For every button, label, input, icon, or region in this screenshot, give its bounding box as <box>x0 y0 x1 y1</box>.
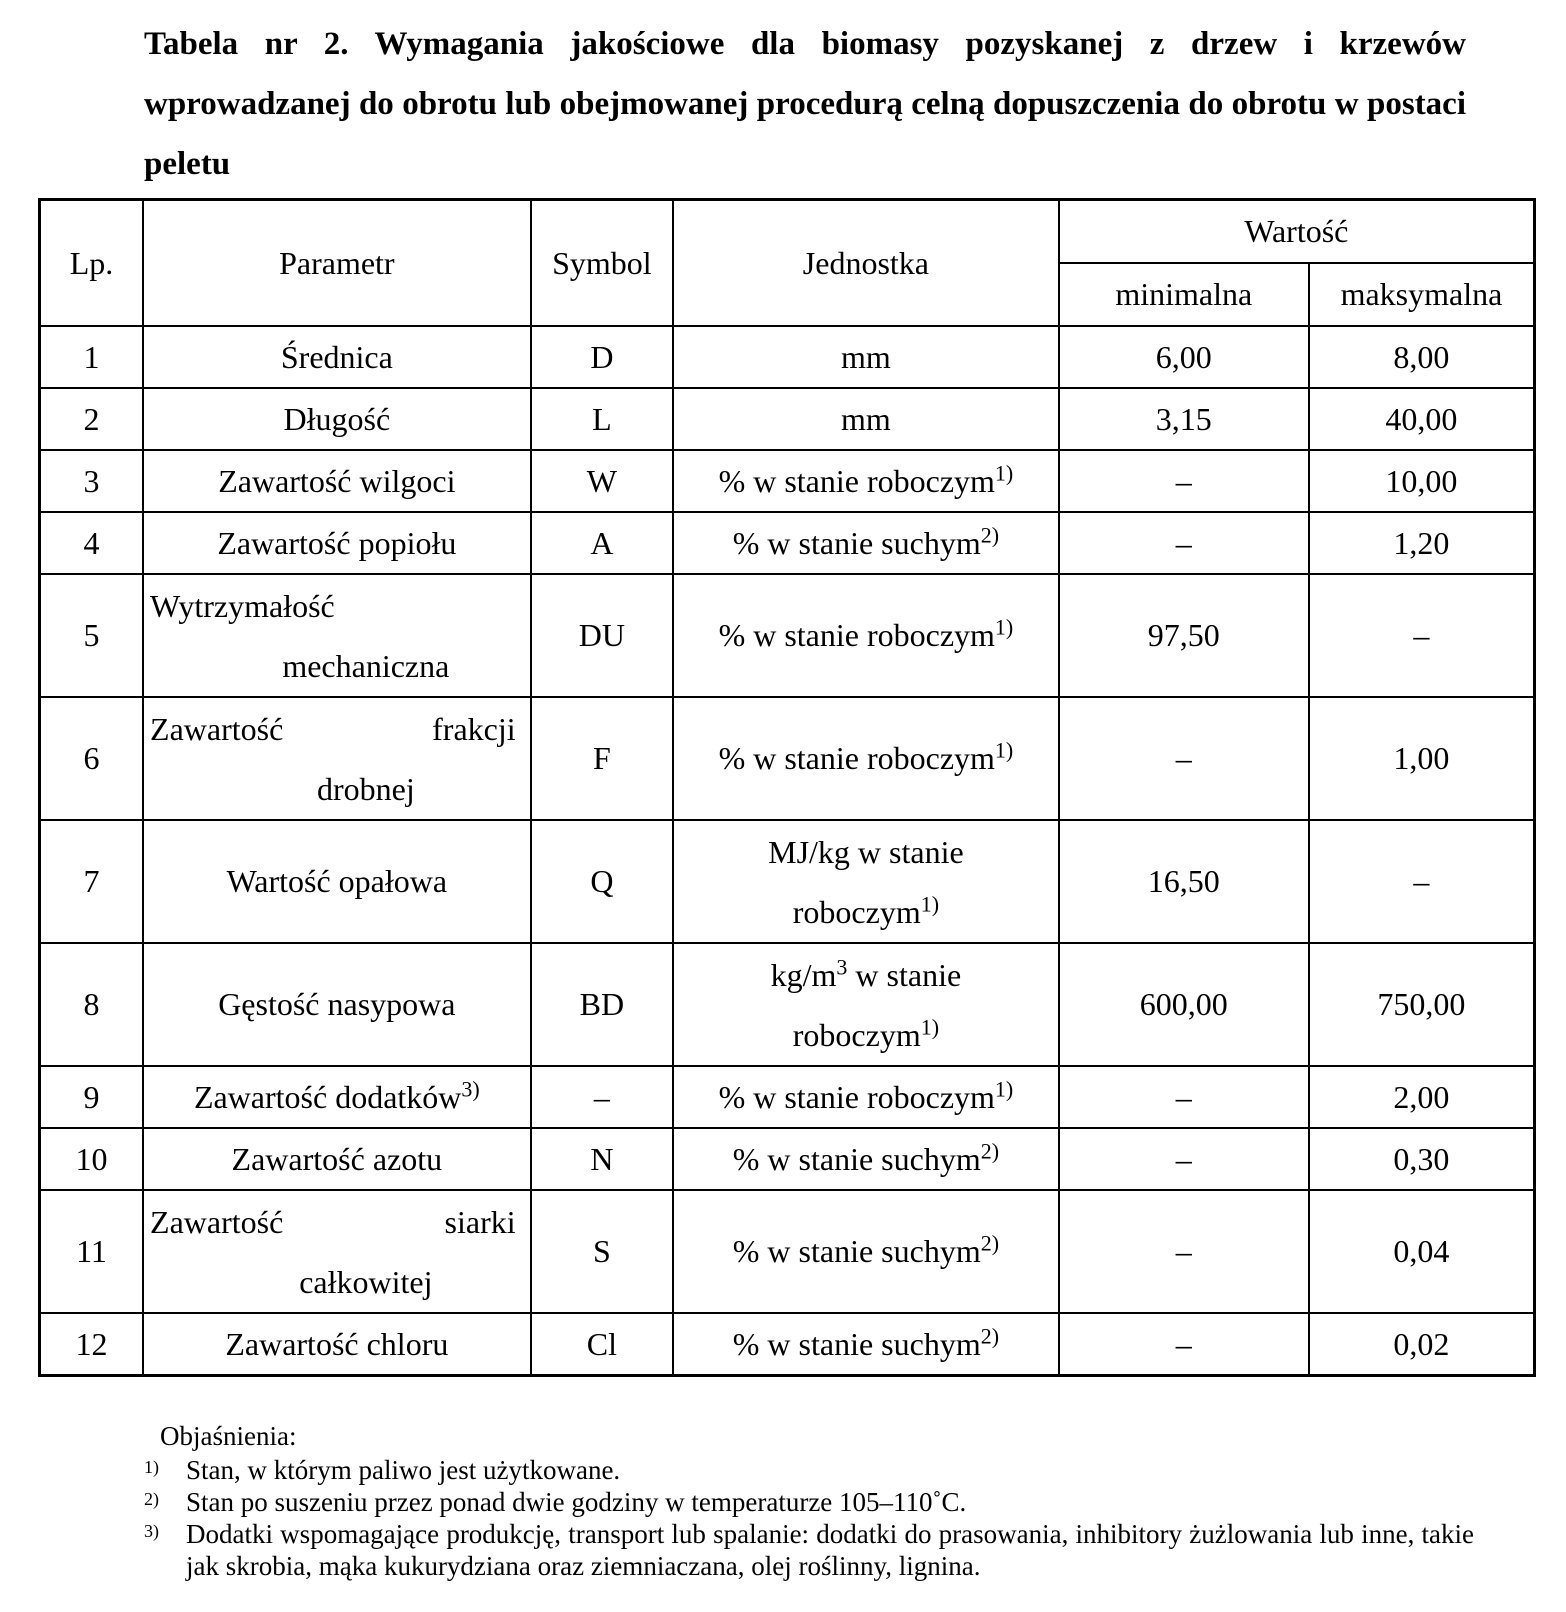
footnote-item <box>144 1486 1474 1518</box>
unit-text: MJ/kg w stanie <box>768 833 964 870</box>
cell-unit <box>673 1128 1059 1190</box>
param-text: Zawartość dodatków <box>193 1078 462 1115</box>
cell-min: – <box>1059 1066 1309 1128</box>
param-text: Wytrzymałość <box>150 587 335 624</box>
cell-param <box>143 1066 531 1128</box>
unit-text: % w stanie roboczym <box>718 740 995 776</box>
cell-min: – <box>1059 697 1309 820</box>
cell-param <box>143 574 531 697</box>
footnote-ref: 1) <box>920 1013 940 1039</box>
footnote-ref: 1) <box>994 614 1014 640</box>
cell-symbol: A <box>531 512 674 574</box>
footnote-ref: 2) <box>980 1322 1000 1348</box>
cell-param: Zawartość azotu <box>143 1128 531 1190</box>
cell-symbol: D <box>531 326 674 388</box>
header-lp: Lp. <box>40 200 144 327</box>
header-min: minimalna <box>1059 263 1309 326</box>
cell-symbol: F <box>531 697 674 820</box>
table-row <box>40 1128 1535 1190</box>
cell-max: 750,00 <box>1309 943 1535 1066</box>
table-row <box>40 450 1535 512</box>
cell-min: 600,00 <box>1059 943 1309 1066</box>
cell-param: Wartość opałowa <box>143 820 531 943</box>
cell-unit <box>673 1066 1059 1128</box>
footnotes <box>144 1420 1474 1582</box>
table-row <box>40 574 1535 697</box>
footnote-item <box>144 1518 1474 1582</box>
footnotes-heading: Objaśnienia: <box>160 1421 297 1451</box>
header-jednostka: Jednostka <box>673 200 1059 327</box>
unit-text: % w stanie roboczym <box>718 617 995 653</box>
table-row <box>40 1190 1535 1313</box>
cell-symbol: S <box>531 1190 674 1313</box>
cell-unit <box>673 820 1059 943</box>
footnote-ref: 1) <box>994 1075 1014 1101</box>
cell-min: 16,50 <box>1059 820 1309 943</box>
cell-max: 0,02 <box>1309 1313 1535 1376</box>
header-wartosc: Wartość <box>1059 200 1535 264</box>
table-row <box>40 697 1535 820</box>
unit-text: % w stanie suchym <box>732 1325 981 1362</box>
cell-min: – <box>1059 512 1309 574</box>
footnote-text: Stan, w którym paliwo jest użytkowane. <box>186 1455 621 1485</box>
cell-max: 0,04 <box>1309 1190 1535 1313</box>
cell-unit: mm <box>673 388 1059 450</box>
footnote-mark: 1) <box>144 1457 159 1477</box>
footnote-ref: 2) <box>980 521 1000 547</box>
cell-max: 1,00 <box>1309 697 1535 820</box>
cell-lp: 2 <box>40 388 144 450</box>
footnote-ref: 1) <box>994 737 1014 763</box>
footnote-ref: 3) <box>461 1075 480 1101</box>
cell-max: 40,00 <box>1309 388 1535 450</box>
header-parametr: Parametr <box>143 200 531 327</box>
param-text: frakcji <box>432 710 516 747</box>
footnote-ref: 2) <box>980 1230 1000 1256</box>
table-row <box>40 326 1535 388</box>
cell-param: Zawartość popiołu <box>143 512 531 574</box>
cell-param <box>143 697 531 820</box>
table-row <box>40 820 1535 943</box>
table-title: Tabela nr 2. Wymagania jakościowe dla biomasy pozyskanej z drzew i krzewów wprowadzanej do obrotu lub obejmowanej procedurą celną dopuszczenia do obrotu w postaci peletu <box>144 26 1466 182</box>
cell-lp: 12 <box>40 1313 144 1376</box>
cell-unit <box>673 1313 1059 1376</box>
footnote-ref: 1) <box>920 890 940 916</box>
cell-param: Zawartość wilgoci <box>143 450 531 512</box>
footnote-text: Stan po suszeniu przez ponad dwie godziny w temperaturze 105–110˚C. <box>186 1487 967 1517</box>
cell-symbol: – <box>531 1066 674 1128</box>
quality-requirements-table <box>38 198 1536 1377</box>
cell-unit <box>673 1190 1059 1313</box>
cell-lp: 3 <box>40 450 144 512</box>
param-text: mechaniczna <box>282 647 450 684</box>
footnote-ref: 1) <box>994 459 1014 485</box>
cell-max: – <box>1309 820 1535 943</box>
unit-text: roboczym <box>792 893 921 930</box>
cell-lp: 7 <box>40 820 144 943</box>
cell-lp: 6 <box>40 697 144 820</box>
table-row <box>40 1313 1535 1376</box>
cell-lp: 10 <box>40 1128 144 1190</box>
cell-unit <box>673 697 1059 820</box>
cell-param: Długość <box>143 388 531 450</box>
cell-symbol: Cl <box>531 1313 674 1376</box>
cell-min: 3,15 <box>1059 388 1309 450</box>
footnote-mark: 2) <box>144 1489 159 1509</box>
cell-param: Średnica <box>143 326 531 388</box>
param-text: całkowitej <box>299 1263 433 1300</box>
footnote-ref: 2) <box>980 1137 1000 1163</box>
cell-min: – <box>1059 1128 1309 1190</box>
cell-symbol: N <box>531 1128 674 1190</box>
cell-lp: 11 <box>40 1190 144 1313</box>
cell-min: 6,00 <box>1059 326 1309 388</box>
unit-text: % w stanie roboczym <box>718 1078 995 1115</box>
param-text: siarki <box>444 1203 516 1240</box>
cell-symbol: BD <box>531 943 674 1066</box>
footnote-text: Dodatki wspomagające produkcję, transport lub spalanie: dodatki do prasowania, inhibitory żużlowania lub inne, takie jak skrobia, mąka kukurydziana oraz ziemniaczana, olej roślinny, lignina. <box>186 1519 1474 1581</box>
cell-symbol: W <box>531 450 674 512</box>
unit-text: % w stanie suchym <box>732 1140 981 1177</box>
cell-unit <box>673 574 1059 697</box>
cell-max: – <box>1309 574 1535 697</box>
cell-lp: 4 <box>40 512 144 574</box>
cell-max: 2,00 <box>1309 1066 1535 1128</box>
cell-symbol: Q <box>531 820 674 943</box>
cell-symbol: DU <box>531 574 674 697</box>
unit-text: w stanie <box>847 956 962 993</box>
cell-max: 0,30 <box>1309 1128 1535 1190</box>
cell-max: 1,20 <box>1309 512 1535 574</box>
cell-unit <box>673 512 1059 574</box>
param-text: drobnej <box>316 770 415 807</box>
table-row <box>40 512 1535 574</box>
param-text: Zawartość <box>150 1203 284 1240</box>
footnote-mark: 3) <box>144 1521 159 1541</box>
unit-text: kg/m <box>770 956 837 993</box>
cell-param: Gęstość nasypowa <box>143 943 531 1066</box>
cell-symbol: L <box>531 388 674 450</box>
cell-lp: 1 <box>40 326 144 388</box>
unit-text: % w stanie suchym <box>732 1233 981 1269</box>
unit-exponent: 3 <box>836 953 848 979</box>
cell-min: – <box>1059 1313 1309 1376</box>
cell-max: 8,00 <box>1309 326 1535 388</box>
cell-param <box>143 1190 531 1313</box>
footnote-item <box>144 1454 1474 1486</box>
header-symbol: Symbol <box>531 200 674 327</box>
cell-param: Zawartość chloru <box>143 1313 531 1376</box>
cell-unit <box>673 450 1059 512</box>
cell-unit: mm <box>673 326 1059 388</box>
table-row <box>40 388 1535 450</box>
table-row <box>40 943 1535 1066</box>
cell-lp: 5 <box>40 574 144 697</box>
unit-text: roboczym <box>792 1016 921 1053</box>
table-row <box>40 1066 1535 1128</box>
cell-max: 10,00 <box>1309 450 1535 512</box>
cell-min: – <box>1059 1190 1309 1313</box>
cell-unit <box>673 943 1059 1066</box>
cell-lp: 8 <box>40 943 144 1066</box>
unit-text: % w stanie roboczym <box>718 462 995 499</box>
unit-text: % w stanie suchym <box>732 524 981 561</box>
header-max: maksymalna <box>1309 263 1535 326</box>
param-text: Zawartość <box>150 710 284 747</box>
cell-min: – <box>1059 450 1309 512</box>
cell-min: 97,50 <box>1059 574 1309 697</box>
cell-lp: 9 <box>40 1066 144 1128</box>
